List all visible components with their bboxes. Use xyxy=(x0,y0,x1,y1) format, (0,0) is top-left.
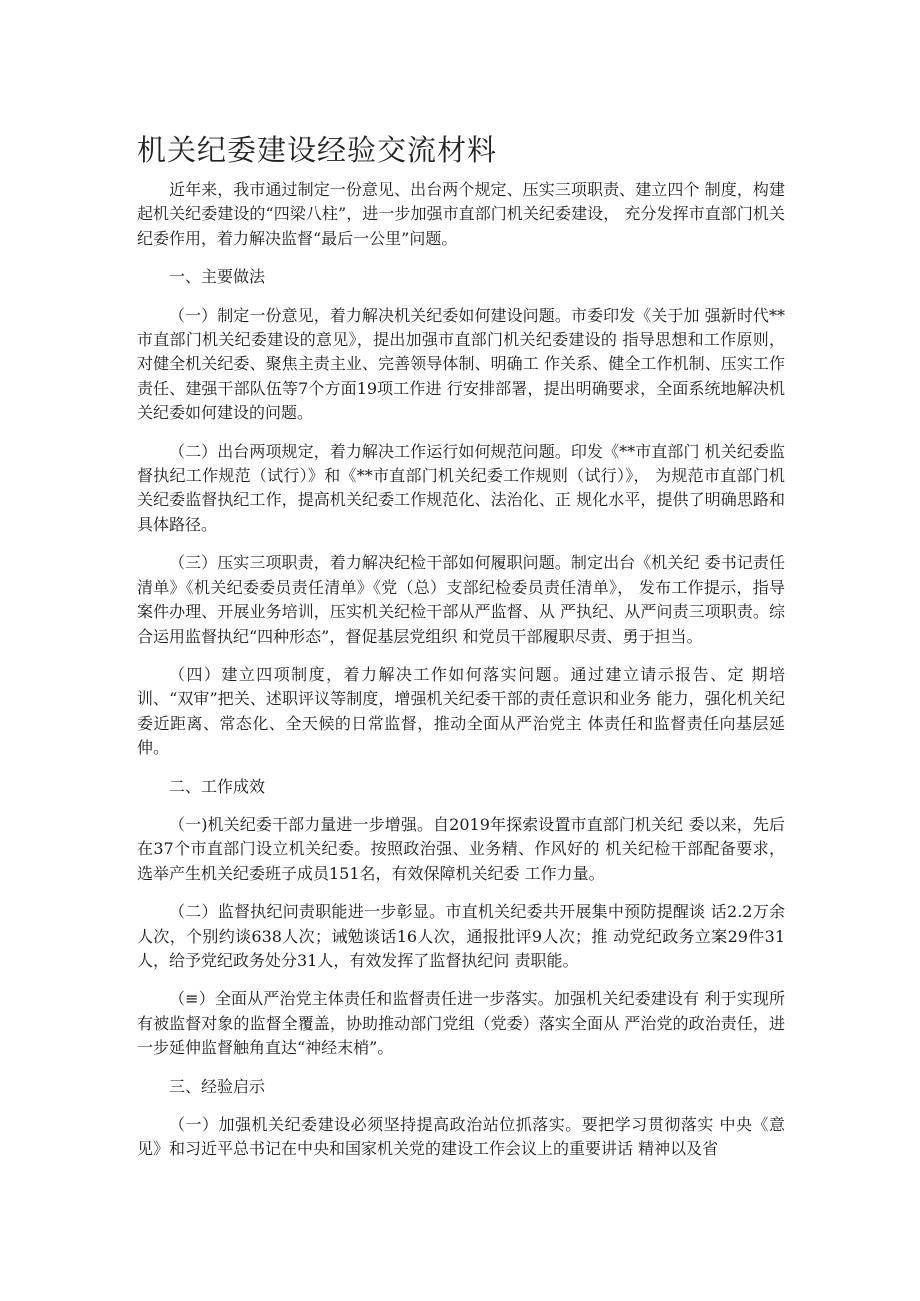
section-heading-results: 二、工作成效 xyxy=(169,776,266,796)
intro-paragraph: 近年来，我市通过制定一份意见、出台两个规定、压实三项职责、建立四个 制度，构建起机关纪委建设的“四梁八柱”，进一步加强市直部门机关纪委建设， 充分发挥市直部门机关纪委作用，着力解决监督“最后一公里”问题。 xyxy=(137,180,785,248)
section-heading-lessons: 三、经验启示 xyxy=(169,1076,266,1096)
document-title: 机关纪委建设经验交流材料 xyxy=(137,133,498,167)
paragraph: （一）加强机关纪委建设必须坚持提高政治站位抓落实。要把学习贯彻落实 中央《意见》和习近平总书记在中央和国家机关党的建设工作会议上的重要讲话 精神以及省 xyxy=(137,1115,785,1159)
paragraph: （≡）全面从严治党主体责任和监督责任进一步落实。加强机关纪委建设有 利于实现所有被监督对象的监督全覆盖，协助推动部门党组（党委）落实全面从 严治党的政治责任，进一步延伸监督触角直达“神经末梢”。 xyxy=(137,989,785,1058)
section-heading-practices: 一、主要做法 xyxy=(169,267,266,287)
paragraph: （三）压实三项职责，着力解决纪检干部如何履职问题。制定出台《机关纪 委书记责任清单》《机关纪委委员责任清单》《党（总）支部纪检委员责任清单》， 发布工作提示，指导案件办理、开展业务培训，压实机关纪检干部从严监督、从 严执纪、从严问责三项职责。综合运用监督执纪“四种形态”，督促基层党组织 和党员干部履职尽责、勇于担当。 xyxy=(137,553,785,646)
paragraph: （四）建立四项制度，着力解决工作如何落实问题。通过建立请示报告、定 期培训、“双审”把关、述职评议等制度，增强机关纪委干部的责任意识和业务 能力，强化机关纪委近距离、常态化、全天候的日常监督，推动全面从严治党主 体责任和监督责任向基层延伸。 xyxy=(137,664,785,758)
paragraph: （一)机关纪委干部力量进一步增强。自2019年探索设置市直部门机关纪 委以来，先后在37个市直部门设立机关纪委。按照政治强、业务精、作风好的 机关纪检干部配备要求，选举产生机关纪委班子成员151名，有效保障机关纪委 工作力量。 xyxy=(137,814,785,883)
paragraph: （一）制定一份意见，着力解决机关纪委如何建设问题。市委印发《关于加 强新时代**市直部门机关纪委建设的意见》，提出加强市直部门机关纪委建设的 指导思想和工作原则，对健全机关纪委、聚焦主责主业、完善领导体制、明确工 作关系、健全工作机制、压实工作责任、建强干部队伍等7个方面19项工作进 行安排部署，提出明确要求，全面系统地解决机关纪委如何建设的问题。 xyxy=(137,305,785,423)
document-body xyxy=(137,178,785,1176)
paragraph: （二）监督执纪问责职能进一步彰显。市直机关纪委共开展集中预防提醒谈 话2.2万余人次，个别约谈638人次；诫勉谈话16人次，通报批评9人次；推 动党纪政务立案29件31人，给予党纪政务处分31人，有效发挥了监督执纪问 责职能。 xyxy=(137,902,785,970)
paragraph: （二）出台两项规定，着力解决工作运行如何规范问题。印发《**市直部门 机关纪委监督执纪工作规范（试行）》和《**市直部门机关纪委工作规则（试行）》， 为规范市直部门机关纪委监督执纪工作，提高机关纪委工作规范化、法治化、正 规化水平，提供了明确思路和具体路径。 xyxy=(137,441,785,534)
